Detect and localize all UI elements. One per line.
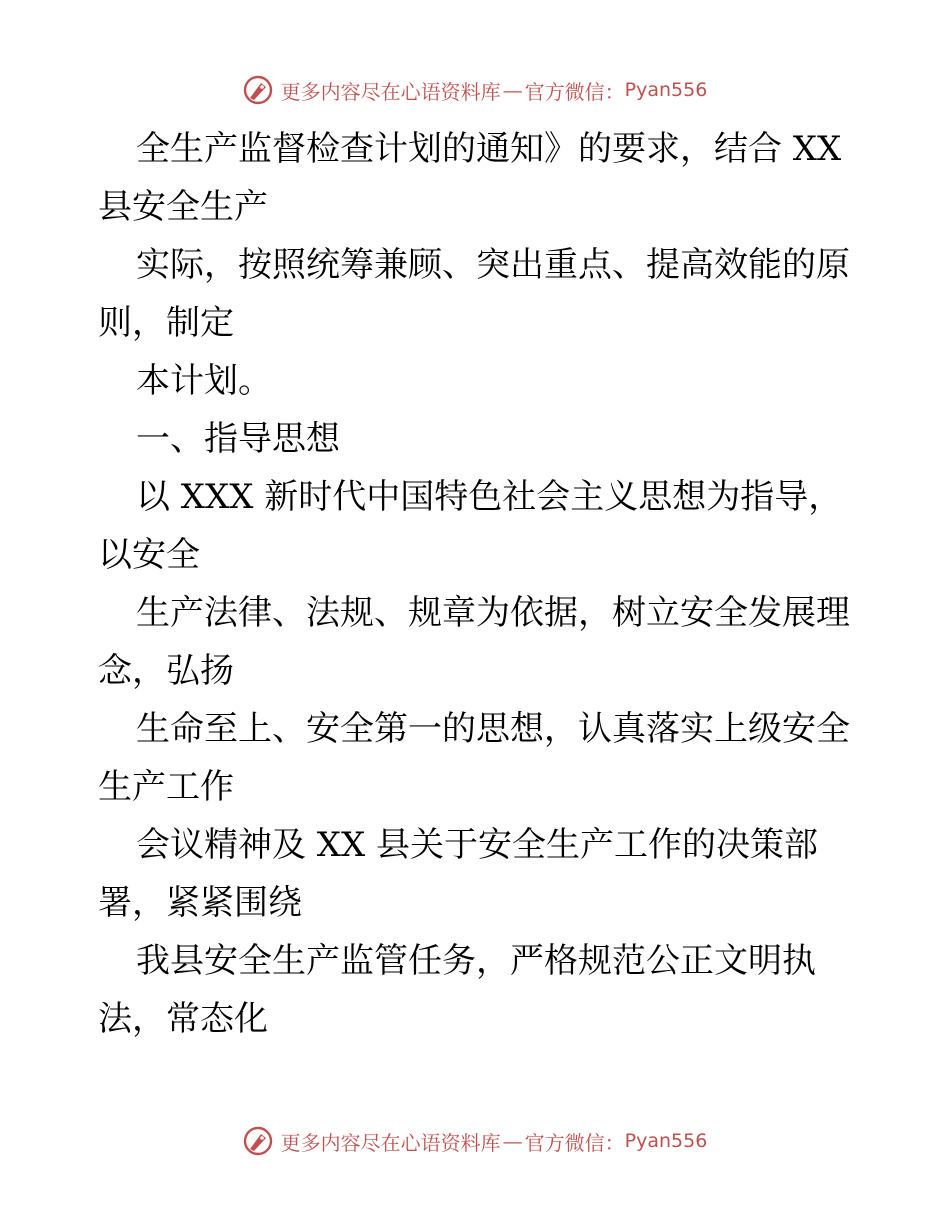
pen-nib-logo-icon: [243, 1126, 273, 1156]
text-line: 我县安全生产监管任务，严格规范公正文明执: [136, 941, 816, 981]
banner-wechat-id: Pyan556: [624, 79, 708, 101]
text-line: 则，制定: [98, 303, 234, 343]
text-line: 法，常态化: [98, 999, 268, 1039]
text-line: 生命至上、安全第一的思想，认真落实上级安全: [136, 709, 850, 749]
text-line: 生产工作: [98, 767, 234, 807]
text-line: 署，紧紧围绕: [98, 883, 302, 923]
text-line: 以安全: [98, 535, 200, 575]
banner-dash: —: [502, 78, 523, 102]
text-line: 县安全生产: [98, 187, 268, 227]
text-line: 以 XXX 新时代中国特色社会主义思想为指导，: [136, 477, 843, 517]
banner-label: 官方微信：: [524, 79, 625, 104]
text-line: 会议精神及 XX 县关于安全生产工作的决策部: [136, 825, 819, 865]
text-line: 实际，按照统筹兼顾、突出重点、提高效能的原: [136, 245, 850, 285]
section-heading: 一、指导思想: [136, 419, 340, 459]
footer-banner: [0, 1123, 950, 1159]
pen-nib-logo-icon: [243, 75, 273, 105]
banner-label: 官方微信：: [524, 1130, 625, 1155]
banner-text: 更多内容尽在心语资料库: [280, 1130, 501, 1155]
banner-dash: —: [502, 1129, 523, 1153]
text-line: 念，弘扬: [98, 651, 234, 691]
text-line: 生产法律、法规、规章为依据，树立安全发展理: [136, 593, 850, 633]
header-banner: [0, 72, 950, 108]
banner-text: 更多内容尽在心语资料库: [280, 79, 501, 104]
banner-wechat-id: Pyan556: [624, 1130, 708, 1152]
text-line: 本计划。: [136, 361, 272, 401]
text-line: 全生产监督检查计划的通知》的要求，结合 XX: [136, 129, 842, 169]
document-body: [98, 120, 858, 1048]
